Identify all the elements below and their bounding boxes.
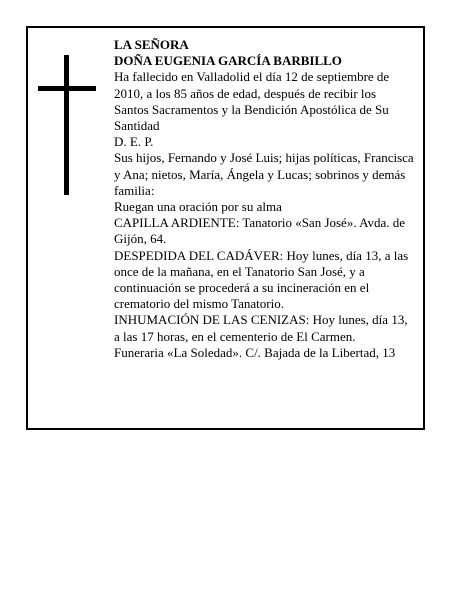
obituary-text — [114, 37, 414, 361]
farewell-text: DESPEDIDA DEL CADÁVER: Hoy lunes, día 13, a las once de la mañana, en el Tanatorio San José, y a continuación se procederá a su incineración en el crematorio del mismo Tanatorio. — [114, 247, 409, 312]
deceased-name: DOÑA EUGENIA GARCÍA BARBILLO — [114, 53, 342, 69]
funeral-home-text: Funeraria «La Soledad». C/. Bajada de la Libertad, 13 — [114, 344, 396, 360]
title-line: LA SEÑORA — [114, 37, 189, 52]
cross-icon — [64, 55, 69, 195]
burial-text: INHUMACIÓN DE LAS CENIZAS: Hoy lunes, día 13, a las 17 horas, en el cementerio de El Carmen. — [114, 312, 408, 344]
cross-icon-bar — [38, 86, 96, 91]
chapel-text: CAPILLA ARDIENTE: Tanatorio «San José». Avda. de Gijón, 64. — [114, 215, 406, 247]
prayer-text: Ruegan una oración por su alma — [114, 199, 282, 215]
death-announcement: Ha fallecido en Valladolid el día 12 de septiembre de 2010, a los 85 años de edad, después de recibir los Santos Sacramentos y la Bendición Apostólica de Su Santidad — [114, 69, 390, 134]
dep-line: D. E. P. — [114, 134, 154, 150]
family-text: Sus hijos, Fernando y José Luis; hijas políticas, Francisca y Ana; nietos, María, Ángela y Lucas; sobrinos y demás familia: — [114, 150, 414, 198]
